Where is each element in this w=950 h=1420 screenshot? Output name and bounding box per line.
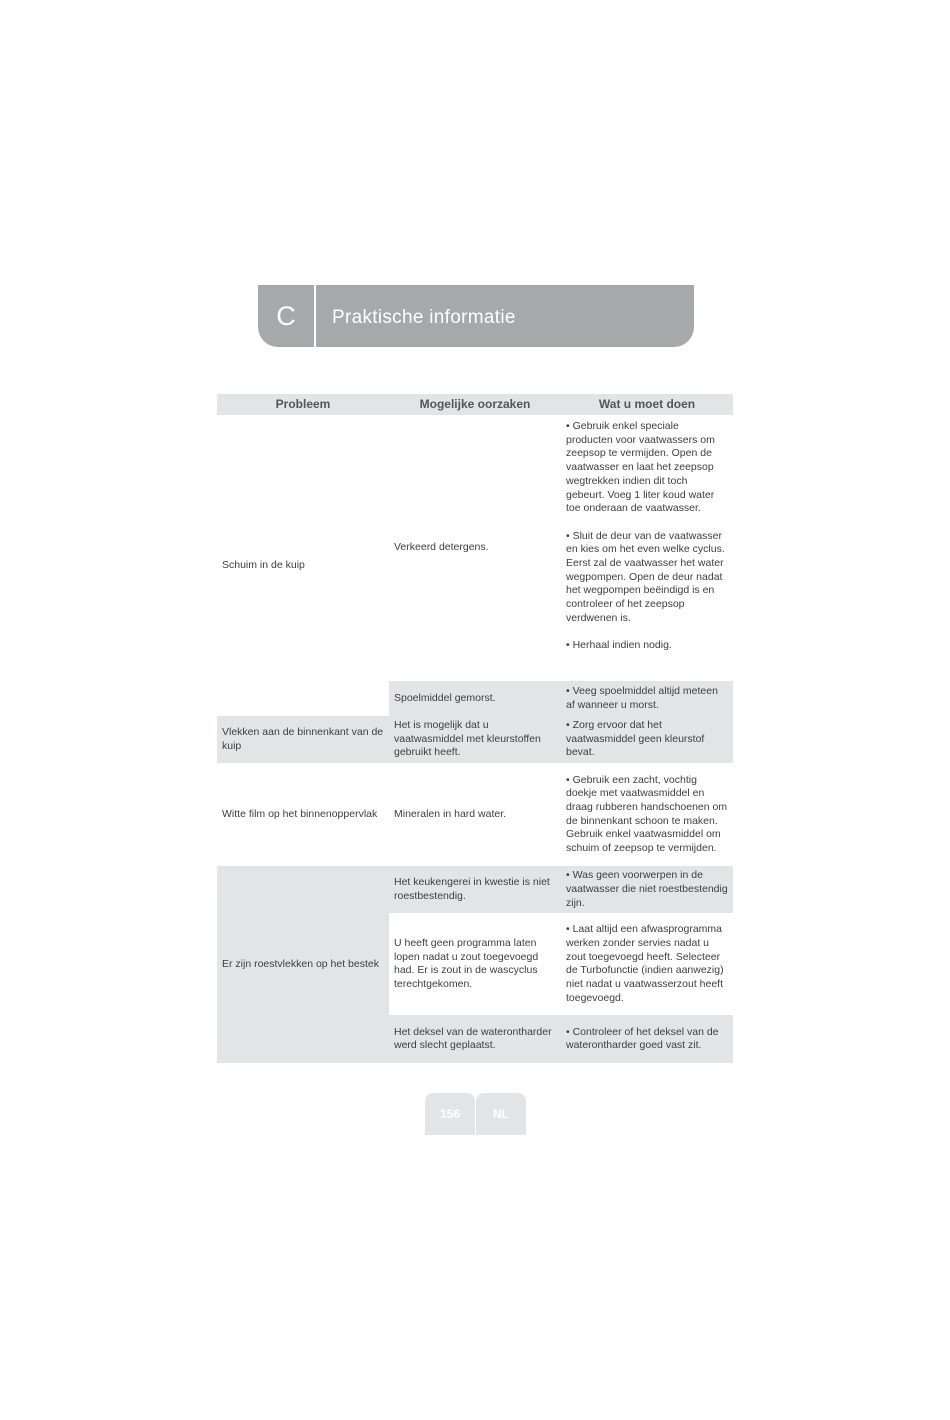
action-cell: • Gebruik een zacht, vochtig doekje met vaatwasmiddel en draag rubberen handschoenen om de binnenkant schoon te maken. Gebruik enkel vaatwasmiddel om schuim of zeepsop te vermijden. — [561, 763, 733, 866]
cause-cell: Het is mogelijk dat u vaatwasmiddel met kleurstoffen gebruikt heeft. — [389, 716, 561, 763]
cause-cell: Het keukengerei in kwestie is niet roestbestendig. — [389, 866, 561, 913]
problem-cell: Vlekken aan de binnenkant van de kuip — [217, 716, 389, 763]
problem-cell: Er zijn roestvlekken op het bestek — [217, 866, 389, 1063]
header-divider — [314, 285, 316, 347]
action-paragraph: • Gebruik enkel speciale producten voor vaatwassers om zeepsop te vermijden. Open de vaatwasser en laat het zeepsop wegtrekken indien dit toch gebeurt. Voeg 1 liter koud water toe onderaan de vaatwasser. — [566, 420, 715, 515]
cause-cell: Het deksel van de waterontharder werd slecht geplaatst. — [389, 1015, 561, 1063]
header-problem: Probleem — [217, 394, 389, 415]
troubleshooting-table — [217, 394, 733, 1063]
action-paragraph: • Herhaal indien nodig. — [566, 639, 672, 652]
header-cause: Mogelijke oorzaken — [389, 394, 561, 415]
action-cell: • Laat altijd een afwasprogramma werken zonder servies nadat u zout toegevoegd heeft. Selecteer de Turbofunctie (indien aanwezig) niet nadat u vaatwasserzout heeft toegevoegd. — [561, 913, 733, 1015]
chapter-title: Praktische informatie — [332, 307, 516, 328]
chapter-header — [258, 285, 694, 347]
table-row — [217, 716, 733, 763]
action-cell: • Veeg spoelmiddel altijd meteen af wanneer u morst. — [561, 681, 733, 716]
action-cell — [561, 415, 733, 681]
action-cell: • Controleer of het deksel van de waterontharder goed vast zit. — [561, 1015, 733, 1063]
table-header-row — [217, 394, 733, 415]
problem-cell: Schuim in de kuip — [217, 415, 389, 716]
header-action: Wat u moet doen — [561, 394, 733, 415]
language-label: NL — [476, 1093, 526, 1135]
page-number: 156 — [425, 1093, 475, 1135]
cause-cell: Spoelmiddel gemorst. — [389, 681, 561, 716]
cause-cell: Mineralen in hard water. — [389, 763, 561, 866]
cause-cell: Verkeerd detergens. — [389, 415, 561, 681]
action-paragraph: • Sluit de deur van de vaatwasser en kies om het even welke cyclus. Eerst zal de vaatwasser het water wegpompen. Open de deur nadat het wegpompen beëindigd is en controleer of het zeepsop verdwenen is. — [566, 529, 725, 624]
table-row — [217, 866, 733, 913]
chapter-letter: C — [276, 301, 296, 331]
action-cell: • Zorg ervoor dat het vaatwasmiddel geen kleurstof bevat. — [561, 716, 733, 763]
cause-cell: U heeft geen programma laten lopen nadat u zout toegevoegd had. Er is zout in de wascyclus terechtgekomen. — [389, 913, 561, 1015]
table-row — [217, 415, 733, 681]
problem-cell: Witte film op het binnenoppervlak — [217, 763, 389, 866]
action-cell: • Was geen voorwerpen in de vaatwasser die niet roestbestendig zijn. — [561, 866, 733, 913]
table-row — [217, 763, 733, 866]
